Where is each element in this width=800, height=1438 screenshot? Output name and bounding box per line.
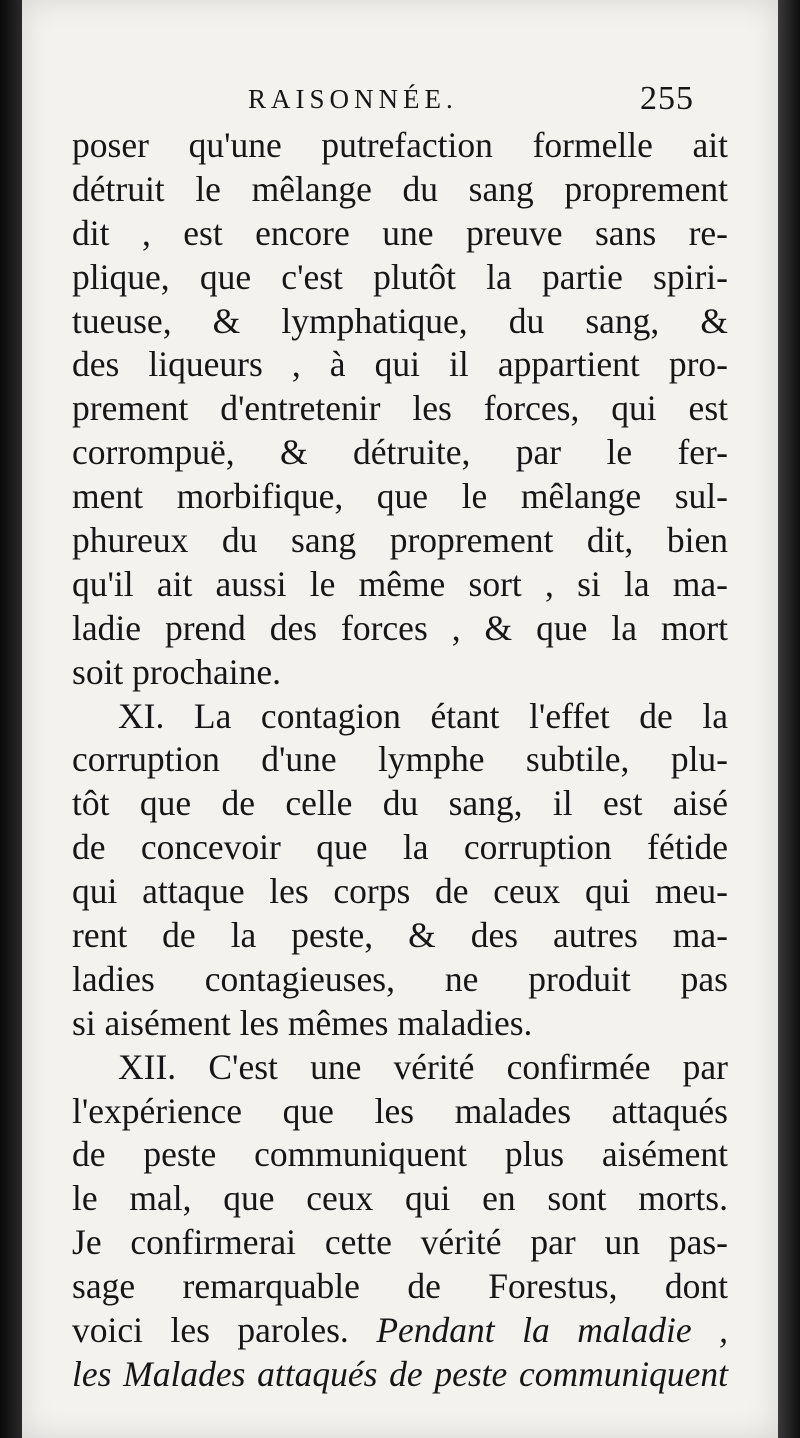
text-line: prement d'entretenir les forces, qui est bbox=[72, 388, 728, 429]
body-text bbox=[72, 124, 728, 1397]
text-line: de peste communiquent plus aisément bbox=[72, 1134, 728, 1175]
text-line: tueuse, & lymphatique, du sang, & bbox=[72, 300, 728, 341]
mixed-text-line bbox=[72, 1309, 728, 1353]
text-line: qu'il ait aussi le même sort , si la ma- bbox=[72, 563, 728, 604]
text-line: corruption d'une lymphe subtile, plu- bbox=[72, 739, 728, 780]
italic-quote-line: les Malades attaqués de peste communiquent bbox=[72, 1353, 728, 1394]
text-line: ladies contagieuses, ne produit pas bbox=[72, 958, 728, 999]
page-right-edge bbox=[778, 0, 800, 1438]
page-left-shadow bbox=[0, 0, 22, 1438]
italic-quote: Pendant la maladie , bbox=[376, 1310, 728, 1351]
section-start-xii: XII. C'est une vérité confirmée par bbox=[118, 1046, 728, 1087]
running-head: RAISONNÉE. bbox=[248, 84, 458, 114]
text-line: dit , est encore une preuve sans re- bbox=[72, 212, 728, 253]
text-line: plique, que c'est plutôt la partie spiri- bbox=[72, 256, 728, 297]
text-line: poser qu'une putrefaction formelle ait bbox=[72, 125, 728, 165]
section-start-xi: XI. La contagion étant l'effet de la bbox=[118, 695, 728, 736]
text-line: Je confirmerai cette vérité par un pas- bbox=[72, 1222, 728, 1263]
text-line: ladie prend des forces , & que la mort bbox=[72, 607, 728, 648]
text-line: le mal, que ceux qui en sont morts. bbox=[72, 1178, 728, 1219]
text-line: corrompuë, & détruite, par le fer- bbox=[72, 432, 728, 473]
text-line: soit prochaine. bbox=[72, 651, 281, 692]
text-line: tôt que de celle du sang, il est aisé bbox=[72, 783, 728, 824]
text-line: détruit le mêlange du sang proprement bbox=[72, 168, 728, 209]
page-header bbox=[22, 82, 778, 122]
text-line: ment morbifique, que le mêlange sul- bbox=[72, 476, 728, 517]
text-line: si aisément les mêmes maladies. bbox=[72, 1002, 533, 1043]
text-line: l'expérience que les malades attaqués bbox=[72, 1090, 728, 1131]
page-number: 255 bbox=[640, 80, 694, 117]
text-line: des liqueurs , à qui il appartient pro- bbox=[72, 344, 728, 385]
text-line: rent de la peste, & des autres ma- bbox=[72, 915, 728, 956]
text-line: qui attaque les corps de ceux qui meu- bbox=[72, 871, 728, 912]
text-line: de concevoir que la corruption fétide bbox=[72, 827, 728, 868]
text-line: phureux du sang proprement dit, bien bbox=[72, 520, 728, 561]
text-line: sage remarquable de Forestus, dont bbox=[72, 1266, 728, 1307]
roman-text: voici les paroles. bbox=[72, 1310, 349, 1351]
book-page bbox=[22, 0, 778, 1438]
